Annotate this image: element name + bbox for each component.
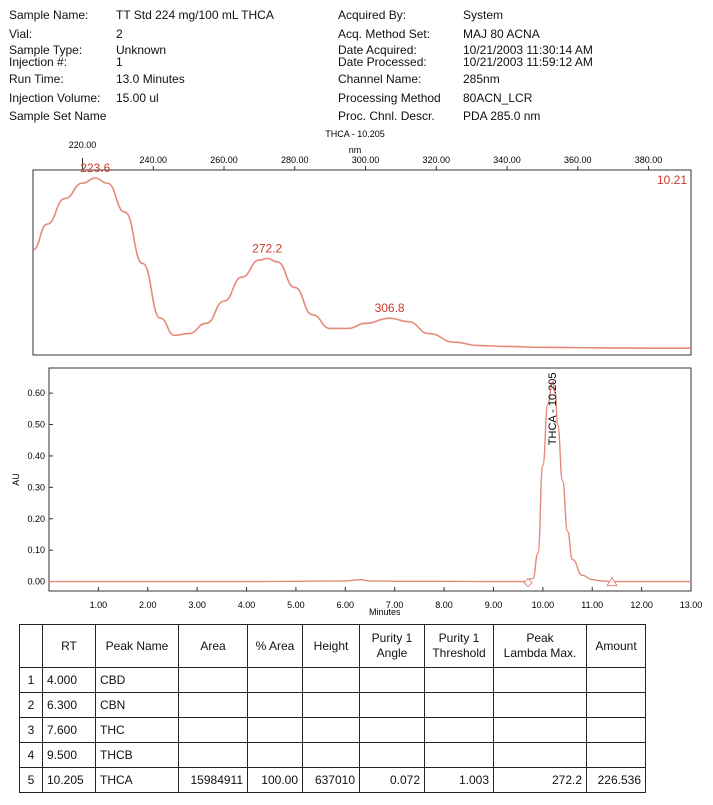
header-right-value-2: 10/21/2003 11:30:14 AM	[463, 43, 593, 57]
header-right-label-0: Acquired By:	[338, 8, 407, 22]
table-header-0	[20, 625, 43, 668]
table-cell-4-1: 10.205	[43, 768, 96, 793]
table-cell-3-5	[303, 743, 360, 768]
header-left-label-1: Vial:	[9, 27, 33, 41]
table-header-1: RT	[43, 625, 96, 668]
chrom-xtick-label-3: 4.00	[237, 600, 256, 610]
table-cell-0-4	[248, 668, 303, 693]
chromatogram-plot-frame	[49, 368, 691, 591]
spectrum-plot-frame	[33, 170, 691, 355]
table-cell-1-4	[248, 693, 303, 718]
header-right-value-5: 80ACN_LCR	[463, 91, 533, 105]
chrom-ytick-label-2: 0.20	[27, 513, 45, 524]
table-cell-2-5	[303, 718, 360, 743]
table-cell-0-2: CBD	[96, 668, 179, 693]
header-left-label-5: Injection Volume:	[9, 91, 101, 105]
table-cell-4-7: 1.003	[425, 768, 494, 793]
table-cell-4-9: 226.536	[587, 768, 646, 793]
spectrum-tick-label-0: 220.00	[68, 140, 97, 150]
table-cell-3-8	[494, 743, 587, 768]
spectrum-tick-label-2: 260.00	[210, 155, 238, 165]
table-cell-3-3	[179, 743, 248, 768]
header-left-label-2: Sample Type:	[9, 43, 83, 57]
table-cell-2-0: 3	[20, 718, 43, 743]
chrom-ytick-label-3: 0.30	[27, 482, 45, 493]
header-left-value-2: Unknown	[116, 43, 167, 57]
uv-spectrum-chart	[33, 129, 691, 355]
chrom-xtick-label-8: 9.00	[484, 600, 503, 610]
results-table	[19, 624, 646, 793]
table-cell-2-8	[494, 718, 587, 743]
table-row	[20, 768, 646, 793]
chromatogram-trace	[49, 382, 691, 582]
chrom-xtick-label-6: 7.00	[385, 600, 404, 610]
chrom-xtick-label-4: 5.00	[287, 600, 305, 610]
header-left-label-0: Sample Name:	[9, 8, 89, 22]
table-cell-2-3	[179, 718, 248, 743]
table-cell-4-5: 637010	[303, 768, 360, 793]
table-cell-2-1: 7.600	[43, 718, 96, 743]
spectrum-tick-label-1: 240.00	[139, 155, 168, 165]
spectrum-peak-label-2: 306.8	[374, 301, 405, 316]
table-row	[20, 718, 646, 743]
header-right-label-3: Date Processed:	[338, 55, 427, 69]
table-header-8: Peak Lambda Max.	[494, 625, 587, 668]
table-cell-3-4	[248, 743, 303, 768]
chrom-xtick-label-10: 11.00	[581, 600, 604, 610]
chromatogram-chart	[11, 368, 702, 617]
table-header-6: Purity 1 Angle	[360, 625, 425, 668]
table-cell-1-0: 2	[20, 693, 43, 718]
chrom-ytick-label-6: 0.60	[27, 388, 45, 399]
spectrum-peak-label-1: 272.2	[252, 241, 283, 256]
table-cell-0-0: 1	[20, 668, 43, 693]
header-left-label-3: Injection #:	[9, 55, 68, 69]
table-cell-2-4	[248, 718, 303, 743]
chrom-ytick-label-5: 0.50	[27, 419, 45, 430]
table-header-7: Purity 1 Threshold	[425, 625, 494, 668]
table-cell-3-6	[360, 743, 425, 768]
header-right-value-4: 285nm	[463, 72, 500, 86]
table-cell-0-9	[587, 668, 646, 693]
baseline-start-marker	[524, 579, 532, 587]
header-right-value-1: MAJ 80 ACNA	[463, 27, 540, 41]
chrom-ytick-label-4: 0.40	[27, 450, 45, 461]
spectrum-peak-label-0: 223.6	[80, 161, 111, 175]
table-cell-1-2: CBN	[96, 693, 179, 718]
spectrum-xlabel: nm	[348, 145, 362, 155]
table-cell-4-6: 0.072	[360, 768, 425, 793]
table-cell-1-9	[587, 693, 646, 718]
chrom-ytick-label-1: 0.10	[27, 545, 45, 556]
table-cell-0-6	[360, 668, 425, 693]
table-cell-0-3	[179, 668, 248, 693]
table-cell-4-3: 15984911	[179, 768, 248, 793]
table-cell-3-9	[587, 743, 646, 768]
spectrum-tick-label-6: 340.00	[493, 155, 521, 165]
table-header-2: Peak Name	[96, 625, 179, 668]
table-cell-3-7	[425, 743, 494, 768]
header-right-value-3: 10/21/2003 11:59:12 AM	[463, 55, 593, 69]
table-cell-2-6	[360, 718, 425, 743]
table-cell-1-8	[494, 693, 587, 718]
spectrum-tick-label-7: 360.00	[564, 155, 592, 165]
chrom-xtick-label-11: 12.00	[630, 600, 653, 610]
header-left-value-3: 1	[116, 55, 123, 69]
chrom-xtick-label-12: 13.00	[679, 600, 703, 610]
header-right-value-0: System	[463, 8, 504, 22]
table-cell-0-8	[494, 668, 587, 693]
chrom-xtick-label-9: 10.00	[531, 600, 555, 610]
table-cell-3-0: 4	[20, 743, 43, 768]
chrom-xtick-label-2: 3.00	[188, 600, 206, 610]
chrom-xtick-label-7: 8.00	[435, 600, 453, 610]
header-left-label-4: Run Time:	[9, 72, 64, 86]
table-cell-1-5	[303, 693, 360, 718]
chrom-ytick-label-0: 0.00	[27, 576, 45, 587]
table-cell-1-7	[425, 693, 494, 718]
spectrum-title: THCA - 10.205	[325, 129, 385, 139]
header-right-label-1: Acq. Method Set:	[338, 27, 431, 41]
table-cell-2-9	[587, 718, 646, 743]
header-left-label-6: Sample Set Name	[9, 109, 107, 123]
table-cell-3-1: 9.500	[43, 743, 96, 768]
header-left-value-4: 13.0 Minutes	[116, 72, 185, 86]
table-cell-4-2: THCA	[96, 768, 179, 793]
table-cell-4-4: 100.00	[248, 768, 303, 793]
header-left-value-0: TT Std 224 mg/100 mL THCA	[116, 8, 274, 22]
header-right-label-6: Proc. Chnl. Descr.	[338, 109, 435, 123]
spectrum-trace	[33, 178, 691, 348]
table-cell-2-2: THC	[96, 718, 179, 743]
spectrum-corner-label: 10.21	[656, 173, 687, 187]
table-cell-0-1: 4.000	[43, 668, 96, 693]
header-right-label-2: Date Acquired:	[338, 43, 417, 57]
table-cell-0-7	[425, 668, 494, 693]
chrom-ylabel: AU	[11, 473, 21, 486]
table-cell-3-2: THCB	[96, 743, 179, 768]
table-cell-2-7	[425, 718, 494, 743]
table-row	[20, 668, 646, 693]
header-left-value-1: 2	[116, 27, 123, 41]
header-right-value-6: PDA 285.0 nm	[463, 109, 541, 123]
spectrum-tick-label-4: 300.00	[351, 155, 380, 165]
table-row	[20, 693, 646, 718]
table-cell-4-8: 272.2	[494, 768, 587, 793]
chrom-peak-label: THCA - 10.205	[546, 372, 559, 446]
header-right-label-4: Channel Name:	[338, 72, 422, 86]
table-header-5: Height	[303, 625, 360, 668]
table-header-row	[20, 625, 646, 668]
table-cell-4-0: 5	[20, 768, 43, 793]
chrom-xtick-label-0: 1.00	[89, 600, 108, 610]
header-left-value-5: 15.00 ul	[116, 91, 159, 105]
chrom-xtick-label-1: 2.00	[139, 600, 157, 610]
table-cell-0-5	[303, 668, 360, 693]
table-cell-1-6	[360, 693, 425, 718]
chrom-xtick-label-5: 6.00	[336, 600, 355, 610]
table-header-3: Area	[179, 625, 248, 668]
table-row	[20, 743, 646, 768]
table-cell-1-3	[179, 693, 248, 718]
header-right-label-5: Processing Method	[338, 91, 441, 105]
spectrum-tick-label-8: 380.00	[634, 155, 663, 165]
spectrum-tick-label-3: 280.00	[281, 155, 309, 165]
chrom-xlabel: Minutes	[369, 607, 401, 617]
spectrum-tick-label-5: 320.00	[422, 155, 451, 165]
table-header-9: Amount	[587, 625, 646, 668]
table-cell-1-1: 6.300	[43, 693, 96, 718]
table-header-4: % Area	[248, 625, 303, 668]
